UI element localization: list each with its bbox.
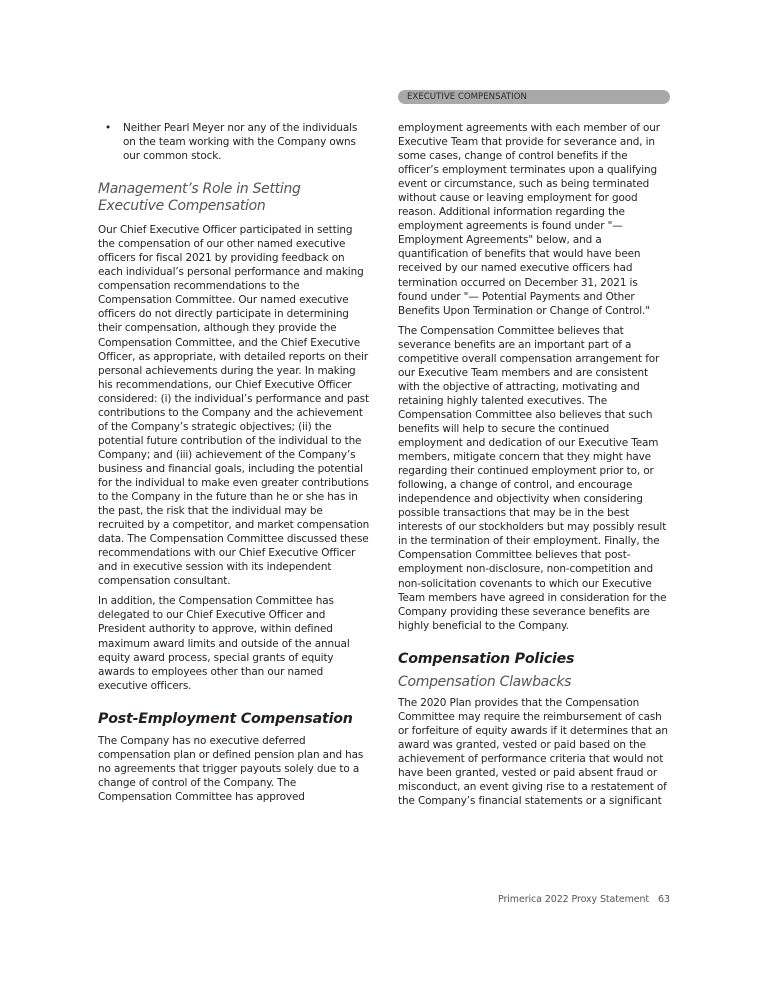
heading-management-role: Management’s Role in Setting Executive Compensation [98, 181, 301, 215]
right-column [398, 121, 670, 814]
paragraph-clawbacks: The 2020 Plan provides that the Compensation Committee may require the reimbursement of cash or forfeiture of equity awards if it determines that an award was granted, vested or paid based on the achievement of performance criteria that would not have been granted, vested or paid absent fraud or misconduct, an event giving rise to a restatement of the Company’s financial statements or a significant [398, 696, 668, 808]
heading-compensation-clawbacks: Compensation Clawbacks [398, 673, 572, 690]
bullet-text: Neither Pearl Meyer nor any of the individuals on the team working with the Company owns our common stock. [123, 122, 358, 163]
section-header-bar: EXECUTIVE COMPENSATION [398, 90, 670, 104]
bullet-icon: • [105, 122, 112, 134]
paragraph-post-employment: The Company has no executive deferred compensation plan or defined pension plan and has no agreements that trigger payouts solely due to a change of control of the Company. The Compensation Committee has approved [98, 734, 364, 803]
heading-post-employment: Post-Employment Compensation [98, 710, 353, 727]
footer-page-number: 63 [658, 894, 670, 905]
paragraph-severance-benefits: The Compensation Committee believes that severance benefits are an important part of a competitive overall compensation arrangement for our Executive Team members and are consistent with the objective of attracting, motivating and retaining highly talented executives. The Compensation Committee also believes that such benefits will help to secure the continued employment and dedication of our Executive Team members, mitigate concern that they might have regarding their continued employment prior to, or following, a change of control, and encourage independence and objectivity when considering possible transactions that may be in the best interests of our stockholders but may possibly result in the termination of their employment. Finally, the Compensation Committee believes that post-employment non-disclosure, non-competition and non-solicitation covenants to which our Executive Team members have agreed in consideration for the Company providing these severance benefits are highly beneficial to the Company. [398, 324, 667, 632]
bullet-item [98, 121, 370, 163]
footer-publication-title: Primerica 2022 Proxy Statement [498, 894, 650, 905]
paragraph-management-role: Our Chief Executive Officer participated in setting the compensation of our other named executive officers for fiscal 2021 by providing feedback on each individual’s personal performance and making compensation recommendations to the Compensation Committee. Our named executive officers do not directly participate in determining their compensation, although they provide the Compensation Committee, and the Chief Executive Officer, as appropriate, with detailed reports on their personal achievements during the year. In making his recommendations, our Chief Executive Officer considered: (i) the individual’s performance and past contributions to the Company and the achievement of the Company’s strategic objectives; (ii) the potential future contribution of the individual to the Company; and (iii) achievement of the Company’s business and financial goals, including the potential for the individual to make even greater contributions to the Company in the future than he or she has in the past, the risk that the individual may be recruited by a competitor, and market compensation data. The Compensation Committee discussed these recommendations with our Chief Executive Officer and in executive session with its independent compensation consultant. [98, 224, 370, 588]
paragraph-delegation: In addition, the Compensation Committee has delegated to our Chief Executive Officer and President authority to approve, within defined maximum award limits and outside of the annual equity award process, special grants of equity awards to employees other than our named executive officers. [98, 595, 350, 692]
paragraph-employment-agreements: employment agreements with each member of our Executive Team that provide for severance and, in some cases, change of control benefits if the officer’s employment terminates upon a qualifying event or circumstance, such as being terminated without cause or leaving employment for good reason. Additional information regarding the employment agreements is found under "— Employment Agreements" below, and a quantification of benefits that would have been received by our named executive officers had termination occurred on December 31, 2021 is found under "— Potential Payments and Other Benefits Upon Termination or Change of Control." [398, 122, 660, 317]
heading-compensation-policies: Compensation Policies [398, 650, 575, 667]
left-column [98, 121, 370, 810]
